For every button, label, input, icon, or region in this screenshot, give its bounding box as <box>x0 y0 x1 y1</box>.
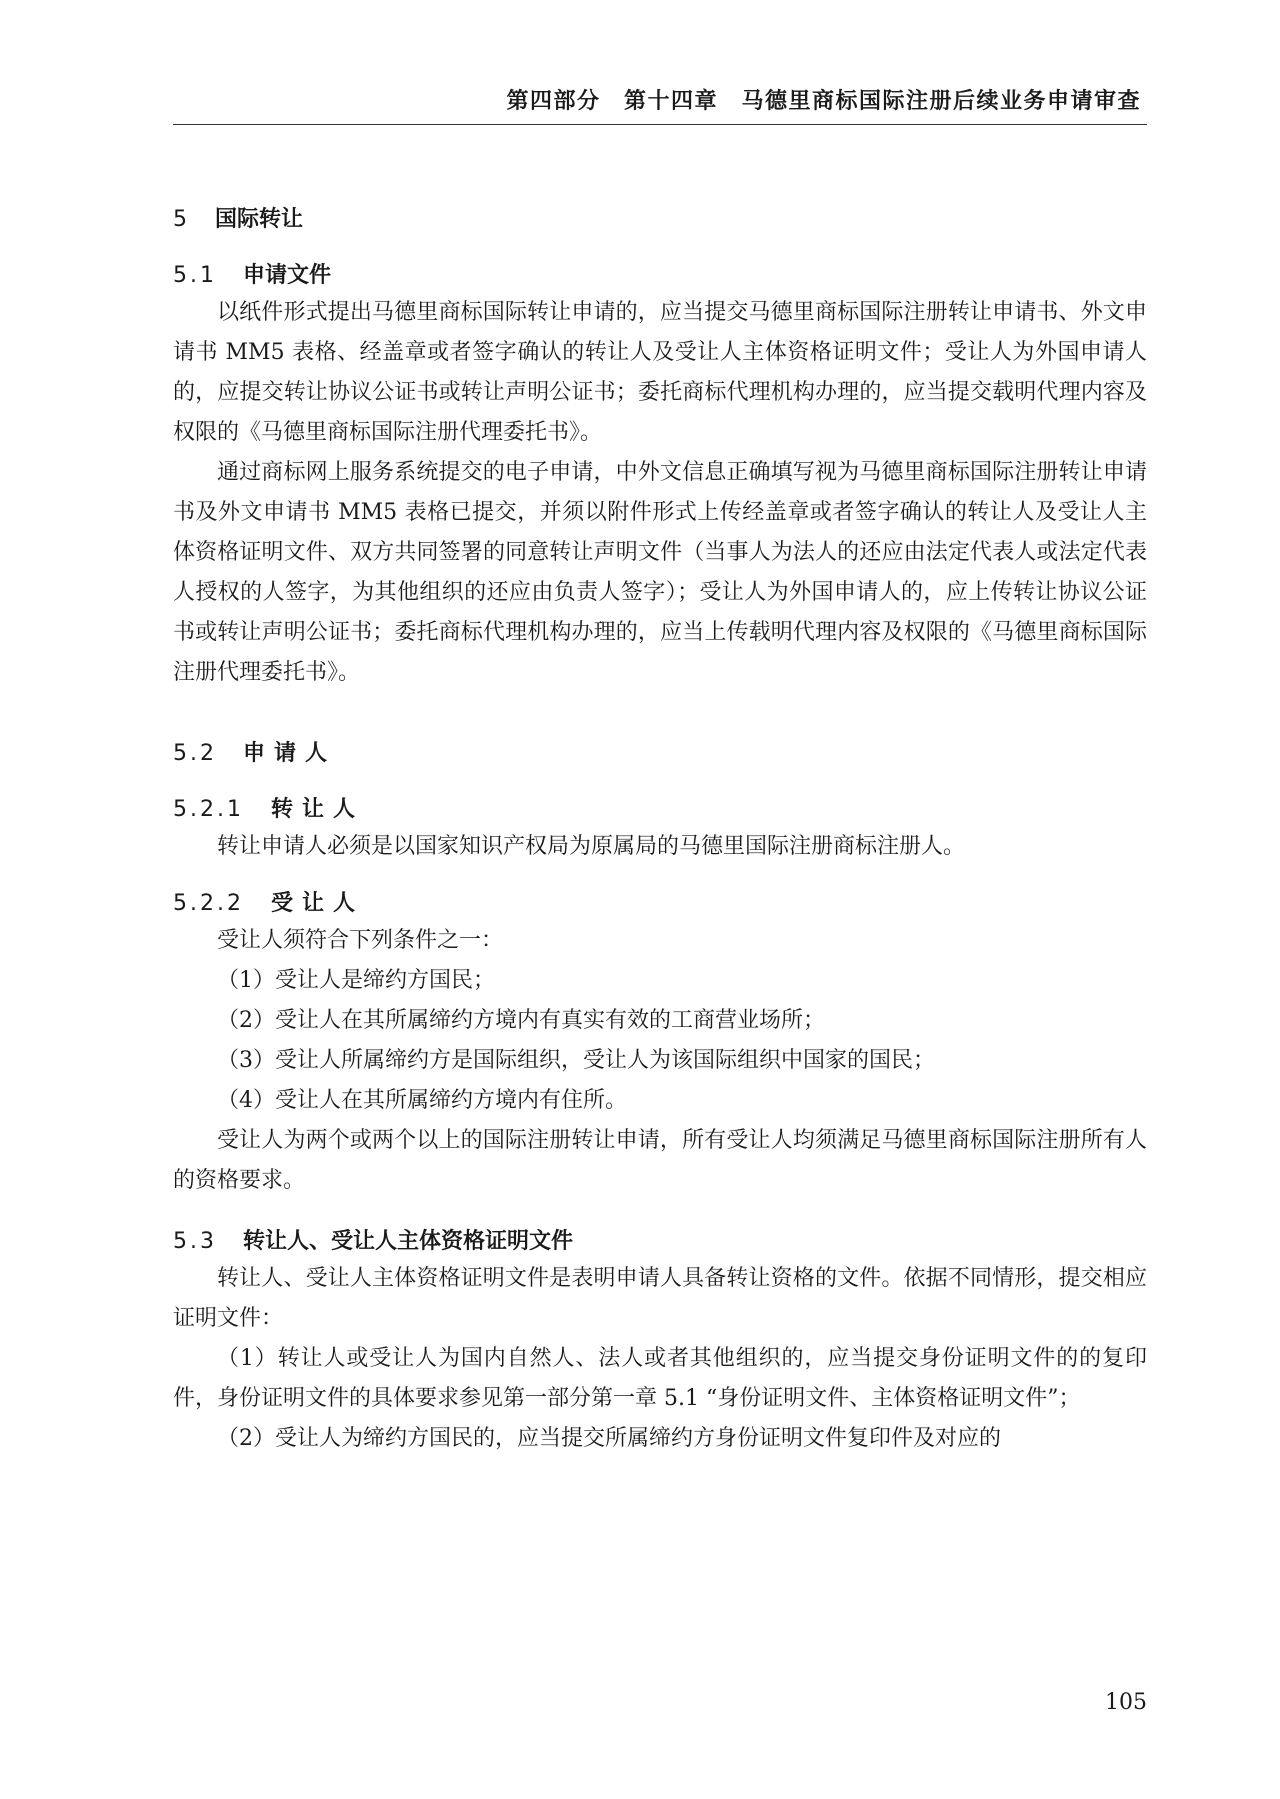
section-title: 申请文件 <box>243 263 332 288</box>
paragraph: 通过商标网上服务系统提交的电子申请，中外文信息正确填写视为马德里商标国际注册转让申请书及外文申请书 MM5 表格已提交，并须以附件形式上传经盖章或者签字确认的转让人及受让人主体资格证明文件、双方共同签署的同意转让声明文件（当事人为法人的还应由法定代表人或法定代表人授权的人签字，为其他组织的还应由负责人签字）；受让人为外国申请人的，应上传转让协议公证书或转让声明公证书；委托商标代理机构办理的，应当上传载明代理内容及权限的《马德里商标国际注册代理委托书》。 <box>173 460 1147 685</box>
list-item: （1）转让人或受让人为国内自然人、法人或者其他组织的，应当提交身份证明文件的的复印件，身份证明文件的具体要求参见第一部分第一章 5.1 “身份证明文件、主体资格证明文件”； <box>173 1346 1147 1411</box>
section-title: 申请人 <box>243 741 337 766</box>
paragraph: 转让人、受让人主体资格证明文件是表明申请人具备转让资格的文件。依据不同情形，提交相应证明文件： <box>173 1266 1147 1331</box>
section-title: 受让人 <box>271 891 365 916</box>
section-heading-5-1 <box>173 259 1147 293</box>
section-heading-5-2 <box>173 737 1147 771</box>
section-number: 5.1 <box>173 263 217 288</box>
section-number: 5.2 <box>173 741 217 766</box>
page-body <box>173 203 1147 1459</box>
list-item: （3）受让人所属缔约方是国际组织，受让人为该国际组织中国家的国民； <box>217 1048 935 1073</box>
section-number: 5.2.2 <box>173 891 244 916</box>
page-header <box>173 84 1147 125</box>
paragraph: 受让人须符合下列条件之一： <box>217 928 504 953</box>
section-heading-5 <box>173 203 1147 237</box>
section-heading-5-2-2 <box>173 887 1147 921</box>
list-item: （1）受让人是缔约方国民； <box>217 968 495 993</box>
paragraph: 以纸件形式提出马德里商标国际转让申请的，应当提交马德里商标国际注册转让申请书、外文申请书 MM5 表格、经盖章或者签字确认的转让人及受让人主体资格证明文件；受让人为外国申请人的，应提交转让协议公证书或转让声明公证书；委托商标代理机构办理的，应当提交载明代理内容及权限的《马德里商标国际注册代理委托书》。 <box>173 300 1147 445</box>
section-title: 转让人 <box>271 797 365 822</box>
section-number: 5 <box>173 207 190 232</box>
list-item: （4）受让人在其所属缔约方境内有住所。 <box>217 1088 627 1113</box>
paragraph: 受让人为两个或两个以上的国际注册转让申请，所有受让人均须满足马德里商标国际注册所有人的资格要求。 <box>173 1128 1147 1193</box>
running-head: 第四部分 第十四章 马德里商标国际注册后续业务申请审查 <box>506 89 1141 114</box>
section-number: 5.3 <box>173 1229 217 1254</box>
list-item: （2）受让人为缔约方国民的，应当提交所属缔约方身份证明文件复印件及对应的 <box>217 1426 1001 1451</box>
list-item: （2）受让人在其所属缔约方境内有真实有效的工商营业场所； <box>217 1008 825 1033</box>
section-number: 5.2.1 <box>173 797 244 822</box>
section-heading-5-2-1 <box>173 793 1147 827</box>
page-number: 105 <box>1105 1690 1147 1715</box>
section-heading-5-3 <box>173 1225 1147 1259</box>
section-title: 国际转让 <box>215 207 304 232</box>
section-title: 转让人、受让人主体资格证明文件 <box>243 1229 574 1254</box>
paragraph: 转让申请人必须是以国家知识产权局为原属局的马德里国际注册商标注册人。 <box>217 834 966 859</box>
